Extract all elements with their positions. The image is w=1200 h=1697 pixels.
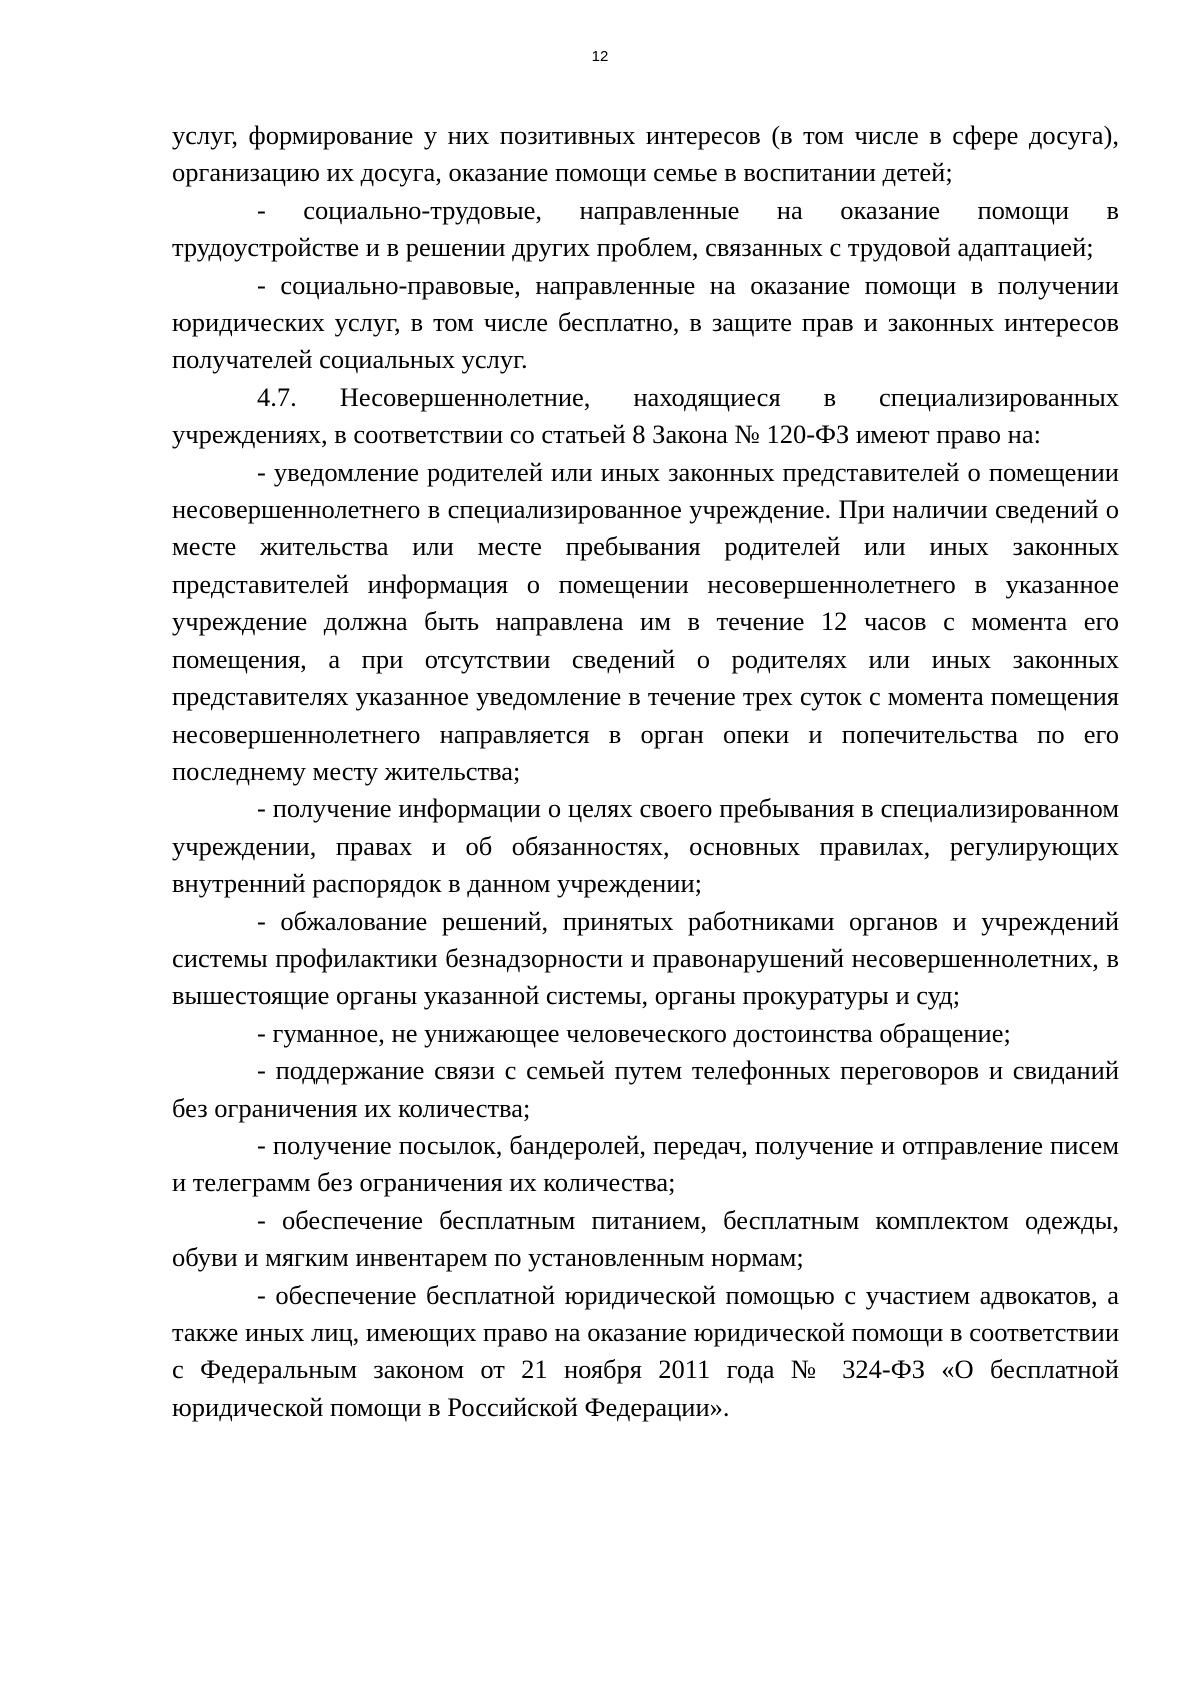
list-item-humane-treatment: - гуманное, не унижающее человеческого достоинства обращение; bbox=[257, 1017, 1011, 1048]
list-item-social-labor: - социально-трудовые, направленные на оказание помощи в трудоустройстве и в решении других проблем, связанных с трудовой адаптацией; bbox=[172, 194, 1119, 263]
page-number: 12 bbox=[591, 48, 609, 65]
list-item-parcels: - получение посылок, бандеролей, передач, получение и отправление писем и телеграмм без ограничения их количества; bbox=[172, 1129, 1119, 1198]
list-item-notification: - уведомление родителей или иных законных представителей о помещении несовершеннолетнего в специализированное учреждение. При наличии сведений о месте жительства или месте пребывания родителей или иных законных представителей информация о помещении несовершеннолетнего в указанное учреждение должна быть направлена им в течение 12 часов с момента его помещения, а при отсутствии сведений о родителях или иных законных представителях указанное уведомление в течение трех суток с момента помещения несовершеннолетнего направляется в орган опеки и попечительства по его последнему месту жительства; bbox=[172, 456, 1119, 786]
section-4-7-heading-paragraph: 4.7. Несовершеннолетние, находящиеся в специализированных учреждениях, в соответствии со статьей 8 Закона № 120-ФЗ имеют право на: bbox=[172, 381, 1119, 450]
document-body bbox=[172, 117, 1119, 1426]
list-item-appeal: - обжалование решений, принятых работниками органов и учреждений системы профилактики безнадзорности и правонарушений несовершеннолетних, в вышестоящие органы указанной системы, органы прокуратуры и суд; bbox=[172, 905, 1119, 1011]
paragraph-continuation: услуг, формирование у них позитивных интересов (в том числе в сфере досуга), организацию их досуга, оказание помощи семье в воспитании детей; bbox=[172, 120, 1119, 188]
list-item-provision: - обеспечение бесплатным питанием, бесплатным комплектом одежды, обуви и мягким инвентарем по установленным нормам; bbox=[172, 1204, 1119, 1273]
list-item-social-legal: - социально-правовые, направленные на оказание помощи в получении юридических услуг, в том числе бесплатно, в защите прав и законных интересов получателей социальных услуг. bbox=[172, 269, 1119, 375]
list-item-information: - получение информации о целях своего пребывания в специализированном учреждении, правах и об обязанностях, основных правилах, регулирующих внутренний распорядок в данном учреждении; bbox=[172, 793, 1119, 899]
list-item-legal-aid: - обеспечение бесплатной юридической помощью с участием адвокатов, а также иных лиц, имеющих право на оказание юридической помощи в соответствии с Федеральным законом от 21 ноября 2011 года № 324-ФЗ «О бесплатной юридической помощи в Российской Федерации». bbox=[172, 1279, 1119, 1422]
list-item-family-contact: - поддержание связи с семьей путем телефонных переговоров и свиданий без ограничения их количества; bbox=[172, 1055, 1119, 1123]
